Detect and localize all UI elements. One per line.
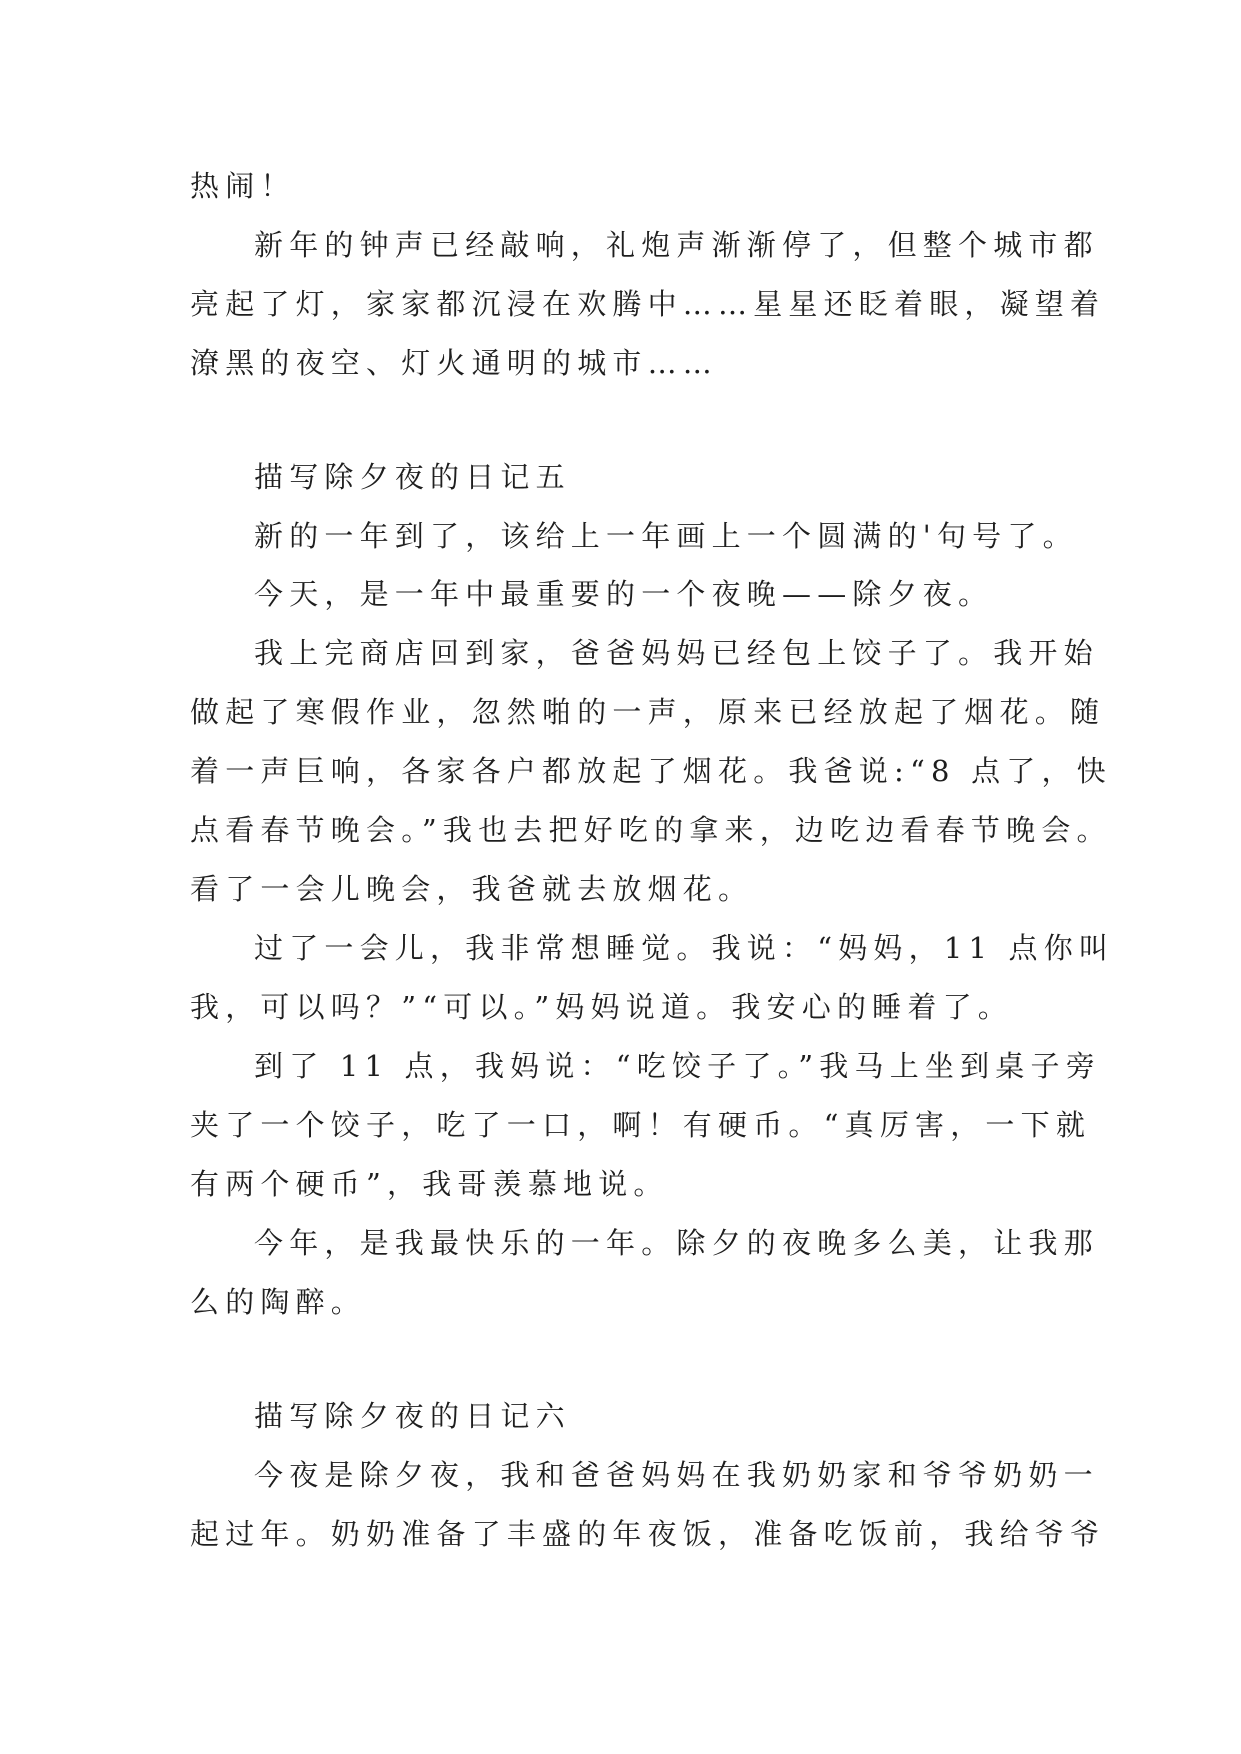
- text-line: 过了一会儿，我非常想睡觉。我说：“妈妈，11 点你叫: [254, 931, 1115, 965]
- text-line: 到了 11 点，我妈说：“吃饺子了。”我马上坐到桌子旁: [254, 1049, 1101, 1083]
- text-line: 看了一会儿晚会，我爸就去放烟花。: [190, 872, 754, 906]
- text-line: 今年，是我最快乐的一年。除夕的夜晚多么美，让我那: [254, 1226, 1099, 1260]
- text-line: 我上完商店回到家，爸爸妈妈已经包上饺子了。我开始: [254, 636, 1099, 670]
- text-line: 夹了一个饺子，吃了一口，啊！有硬币。“真厉害，一下就: [190, 1108, 1092, 1142]
- text-line: 起过年。奶奶准备了丰盛的年夜饭，准备吃饭前，我给爷爷: [190, 1517, 1106, 1551]
- text-line: 新的一年到了，该给上一年画上一个圆满的'句号了。: [254, 519, 1078, 553]
- text-line: 着一声巨响，各家各户都放起了烟花。我爸说:“8 点了，快: [190, 754, 1112, 788]
- text-line: 潦黑的夜空、灯火通明的城市……: [190, 346, 719, 380]
- text-line: 做起了寒假作业，忽然啪的一声，原来已经放起了烟花。随: [190, 695, 1106, 729]
- text-line: 新年的钟声已经敲响，礼炮声渐渐停了，但整个城市都: [254, 228, 1099, 262]
- text-line: 点看春节晚会。”我也去把好吃的拿来，边吃边看春节晚会。: [190, 813, 1112, 847]
- text-line: 今夜是除夕夜，我和爸爸妈妈在我奶奶家和爷爷奶奶一: [254, 1458, 1099, 1492]
- text-line: 有两个硬币”，我哥羡慕地说。: [190, 1167, 669, 1201]
- text-line: 热闹！: [190, 169, 296, 203]
- text-line: 我，可以吗？”“可以。”妈妈说道。我安心的睡着了。: [190, 990, 1013, 1024]
- section-heading: 描写除夕夜的日记五: [254, 460, 571, 494]
- section-heading: 描写除夕夜的日记六: [254, 1399, 571, 1433]
- text-line: 今天，是一年中最重要的一个夜晚——除夕夜。: [254, 577, 994, 611]
- text-line: 亮起了灯，家家都沉浸在欢腾中……星星还眨着眼，凝望着: [190, 287, 1106, 321]
- text-line: 么的陶醉。: [190, 1285, 367, 1319]
